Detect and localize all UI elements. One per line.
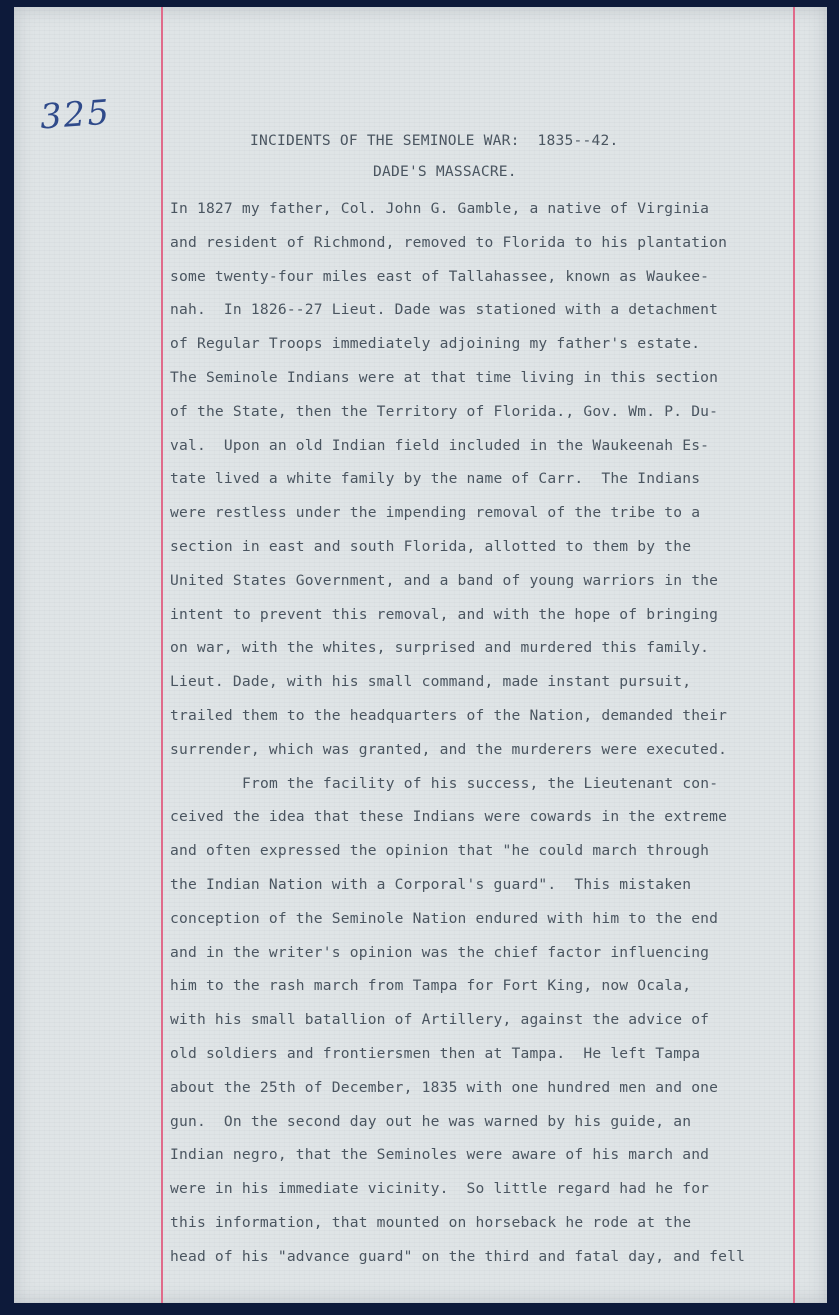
text-line: The Seminole Indians were at that time living in this section <box>170 368 719 386</box>
text-line: tate lived a white family by the name of Carr. The Indians <box>170 470 701 488</box>
text-line: conception of the Seminole Nation endured with him to the end <box>170 909 719 927</box>
text-line: trailed them to the headquarters of the Nation, demanded their <box>170 706 728 724</box>
text-line: this information, that mounted on horseback he rode at the <box>170 1213 692 1231</box>
text-line: about the 25th of December, 1835 with one hundred men and one <box>170 1078 719 1096</box>
text-line: val. Upon an old Indian field included in the Waukeenah Es- <box>170 436 710 454</box>
body-text <box>170 192 830 1274</box>
text-line: with his small batallion of Artillery, against the advice of <box>170 1011 710 1029</box>
page-number: 325 <box>38 92 113 138</box>
text-line: gun. On the second day out he was warned by his guide, an <box>170 1112 692 1130</box>
text-line: Lieut. Dade, with his small command, made instant pursuit, <box>170 673 692 691</box>
text-line: and resident of Richmond, removed to Florida to his plantation <box>170 233 728 251</box>
text-line: of Regular Troops immediately adjoining my father's estate. <box>170 335 701 353</box>
text-line: intent to prevent this removal, and with the hope of bringing <box>170 605 719 623</box>
text-line: were restless under the impending removal of the tribe to a <box>170 504 701 522</box>
text-line: were in his immediate vicinity. So little regard had he for <box>170 1180 710 1198</box>
text-line: In 1827 my father, Col. John G. Gamble, a native of Virginia <box>170 200 710 217</box>
text-line: some twenty-four miles east of Tallahassee, known as Waukee- <box>170 267 710 285</box>
text-line: the Indian Nation with a Corporal's guard". This mistaken <box>170 875 692 893</box>
text-line: and often expressed the opinion that "he could march through <box>170 842 710 860</box>
text-line: ceived the idea that these Indians were cowards in the extreme <box>170 808 728 826</box>
text-line: Indian negro, that the Seminoles were aware of his march and <box>170 1146 710 1164</box>
text-line: surrender, which was granted, and the murderers were executed. <box>170 740 728 758</box>
text-line: on war, with the whites, surprised and murdered this family. <box>170 639 710 657</box>
text-line: and in the writer's opinion was the chief factor influencing <box>170 943 710 961</box>
text-line: United States Government, and a band of young warriors in the <box>170 571 719 589</box>
left-margin-rule <box>161 7 163 1303</box>
text-line: him to the rash march from Tampa for Fort King, now Ocala, <box>170 977 692 995</box>
text-line: nah. In 1826--27 Lieut. Dade was stationed with a detachment <box>170 301 719 319</box>
document-title: INCIDENTS OF THE SEMINOLE WAR: 1835--42. <box>250 132 619 149</box>
text-line: of the State, then the Territory of Florida., Gov. Wm. P. Du- <box>170 402 719 420</box>
text-line: From the facility of his success, the Lieutenant con- <box>242 774 719 792</box>
text-line: head of his "advance guard" on the third and fatal day, and fell <box>170 1247 746 1265</box>
text-line: old soldiers and frontiersmen then at Tampa. He left Tampa <box>170 1044 701 1062</box>
text-line: section in east and south Florida, allotted to them by the <box>170 537 692 555</box>
document-subtitle: DADE'S MASSACRE. <box>373 163 517 180</box>
